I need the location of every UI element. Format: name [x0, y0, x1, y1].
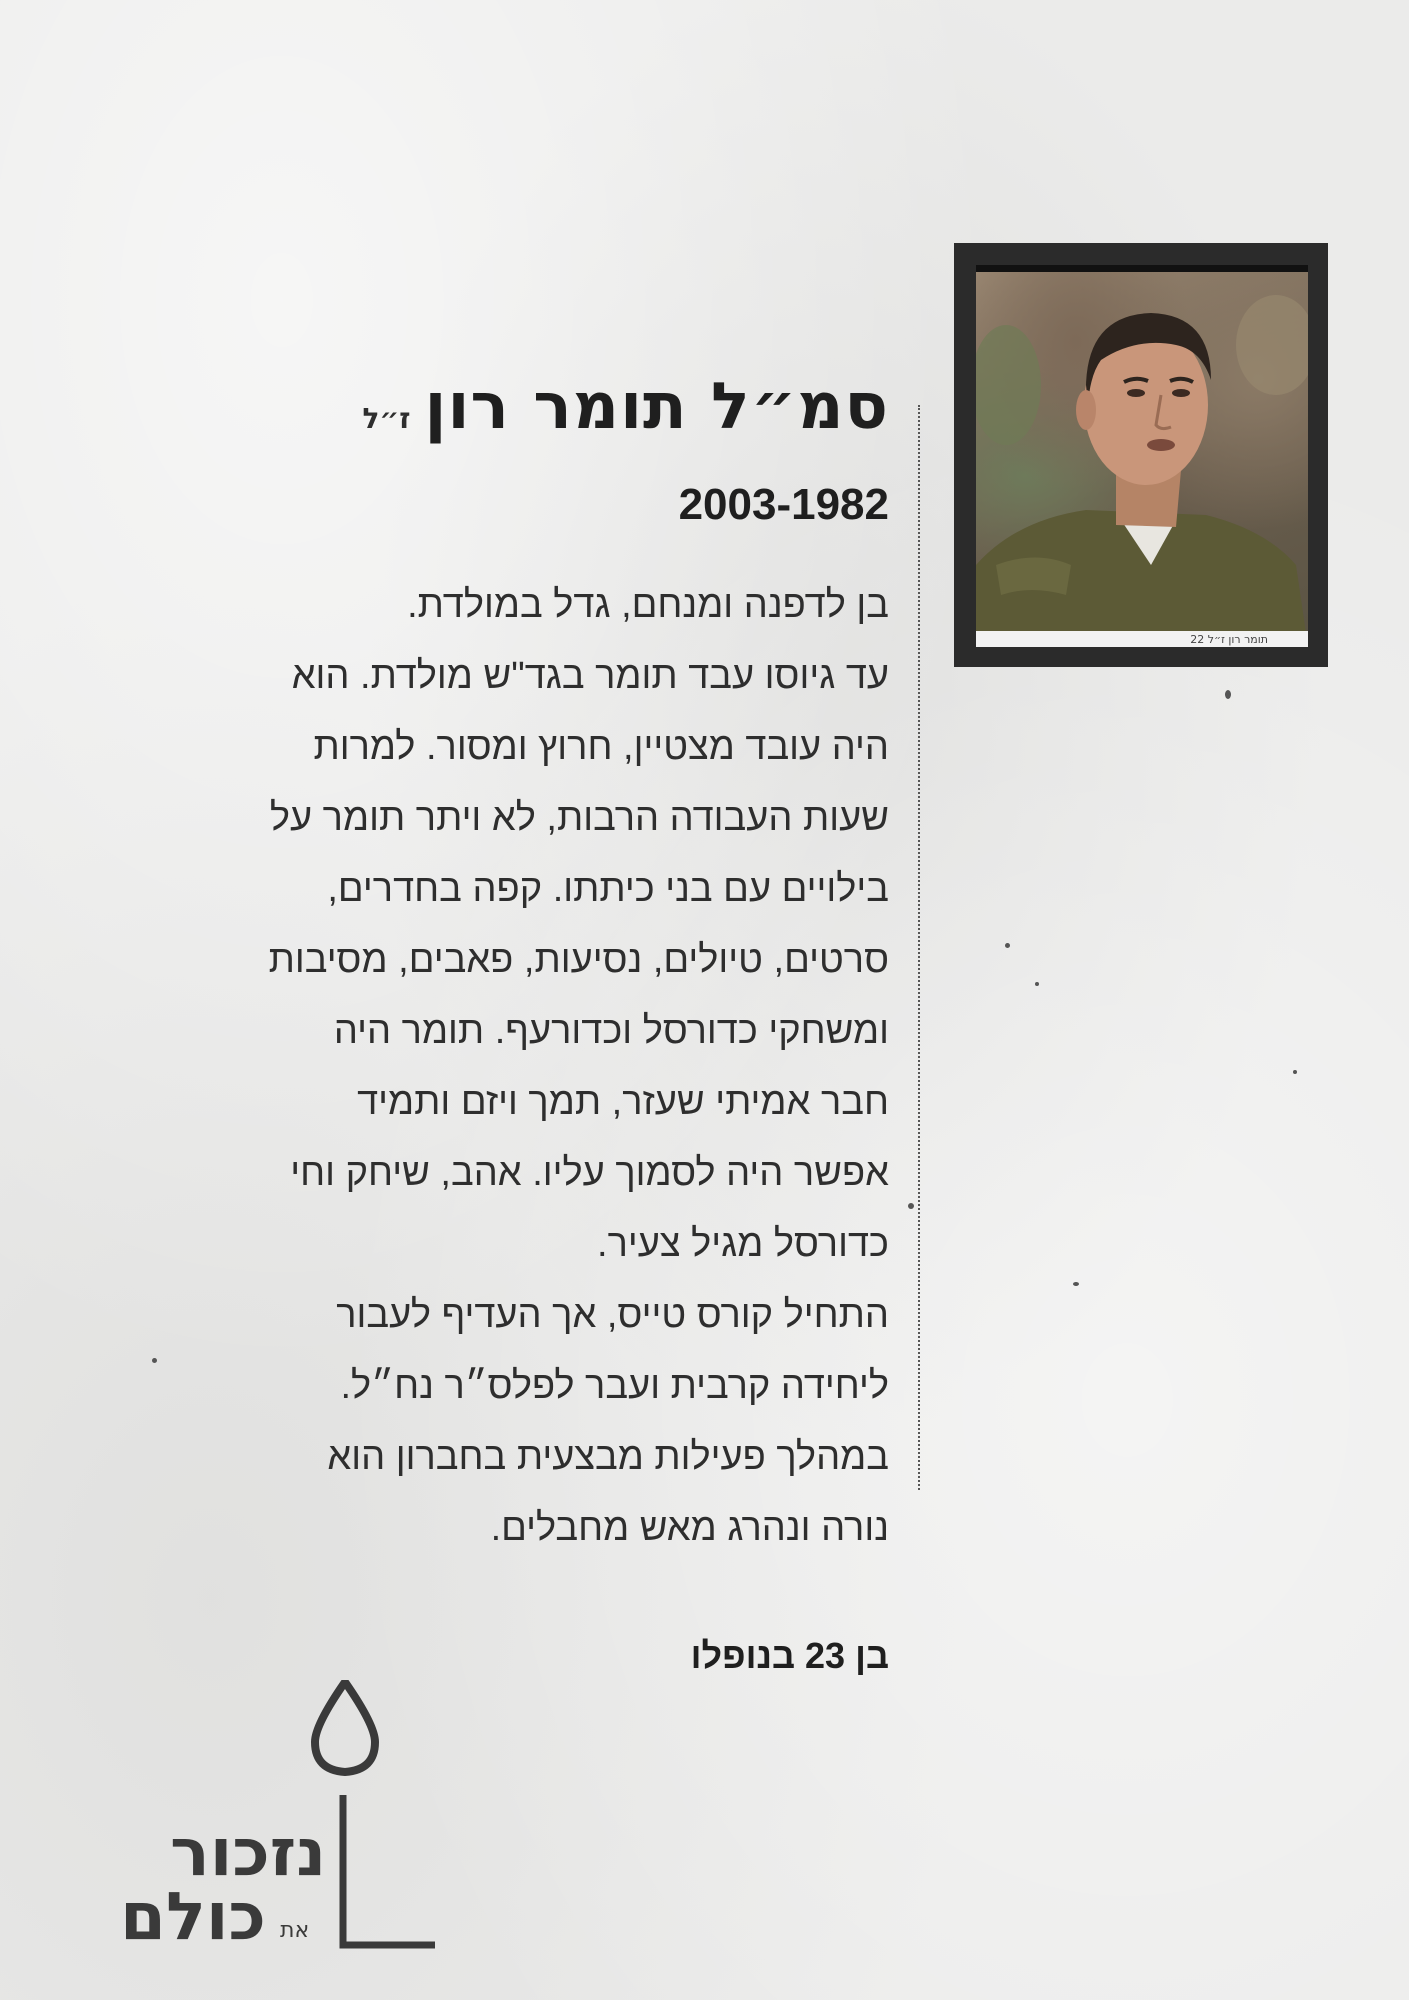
bio-line: נורה ונהרג מאש מחבלים. [490, 1507, 889, 1549]
bio-line: שעות העבודה הרבות, לא ויתר תומר על [269, 797, 889, 839]
paper-speck [152, 1358, 157, 1363]
age-at-death: בן 23 בנופלו [690, 1635, 889, 1676]
bio-line: ומשחקי כדורסל וכדורעף. תומר היה [333, 1010, 889, 1052]
bio-line: כדורסל מגיל צעיר. [597, 1223, 889, 1265]
memorial-logo [115, 1680, 455, 1960]
logo-text-small: את [280, 1918, 310, 1943]
paper-speck [1005, 943, 1010, 948]
bio-line: סרטים, טיולים, נסיעות, פאבים, מסיבות [268, 939, 889, 981]
paper-speck [1035, 982, 1039, 986]
bio-line: התחיל קורס טייס, אך העדיף לעבור [336, 1294, 889, 1336]
paper-speck [1225, 690, 1231, 699]
title-block [362, 370, 889, 444]
paper-speck [1293, 1070, 1297, 1074]
bio-line: היה עובד מצטיין, חרוץ ומסור. למרות [313, 726, 889, 768]
bio-line: חבר אמיתי שעזר, תמך ויזם ותמיד [357, 1081, 889, 1123]
life-years: 2003-1982 [678, 480, 889, 529]
soldier-portrait-illustration [976, 265, 1308, 647]
honorific: ז״ל [362, 402, 411, 435]
fallen-soldier-name: סמ״ל תומר רון [424, 370, 889, 444]
bio-line: במהלך פעילות מבצעית בחברון הוא [327, 1436, 889, 1478]
biography-text [189, 570, 889, 1564]
photo-caption: תומר רון ז״ל 22 [1190, 633, 1268, 646]
portrait-photo [976, 265, 1308, 647]
logo-text-line1: נזכור [170, 1814, 327, 1891]
bio-line: אפשר היה לסמוך עליו. אהב, שיחק וחי [290, 1152, 889, 1194]
logo-text-line2: כולם [120, 1878, 266, 1955]
bio-line: ליחידה קרבית ועבר לפלס״ר נח״ל. [340, 1365, 889, 1407]
bio-line: בן לדפנה ומנחם, גדל במולדת. [407, 584, 889, 626]
paper-speck [1073, 1282, 1079, 1286]
bio-line: בילויים עם בני כיתתו. קפה בחדרים, [327, 868, 889, 910]
portrait-frame [954, 243, 1328, 667]
paper-speck [908, 1203, 914, 1209]
column-divider [918, 405, 920, 1490]
bio-line: עד גיוסו עבד תומר בגד"ש מולדת. הוא [291, 655, 889, 697]
